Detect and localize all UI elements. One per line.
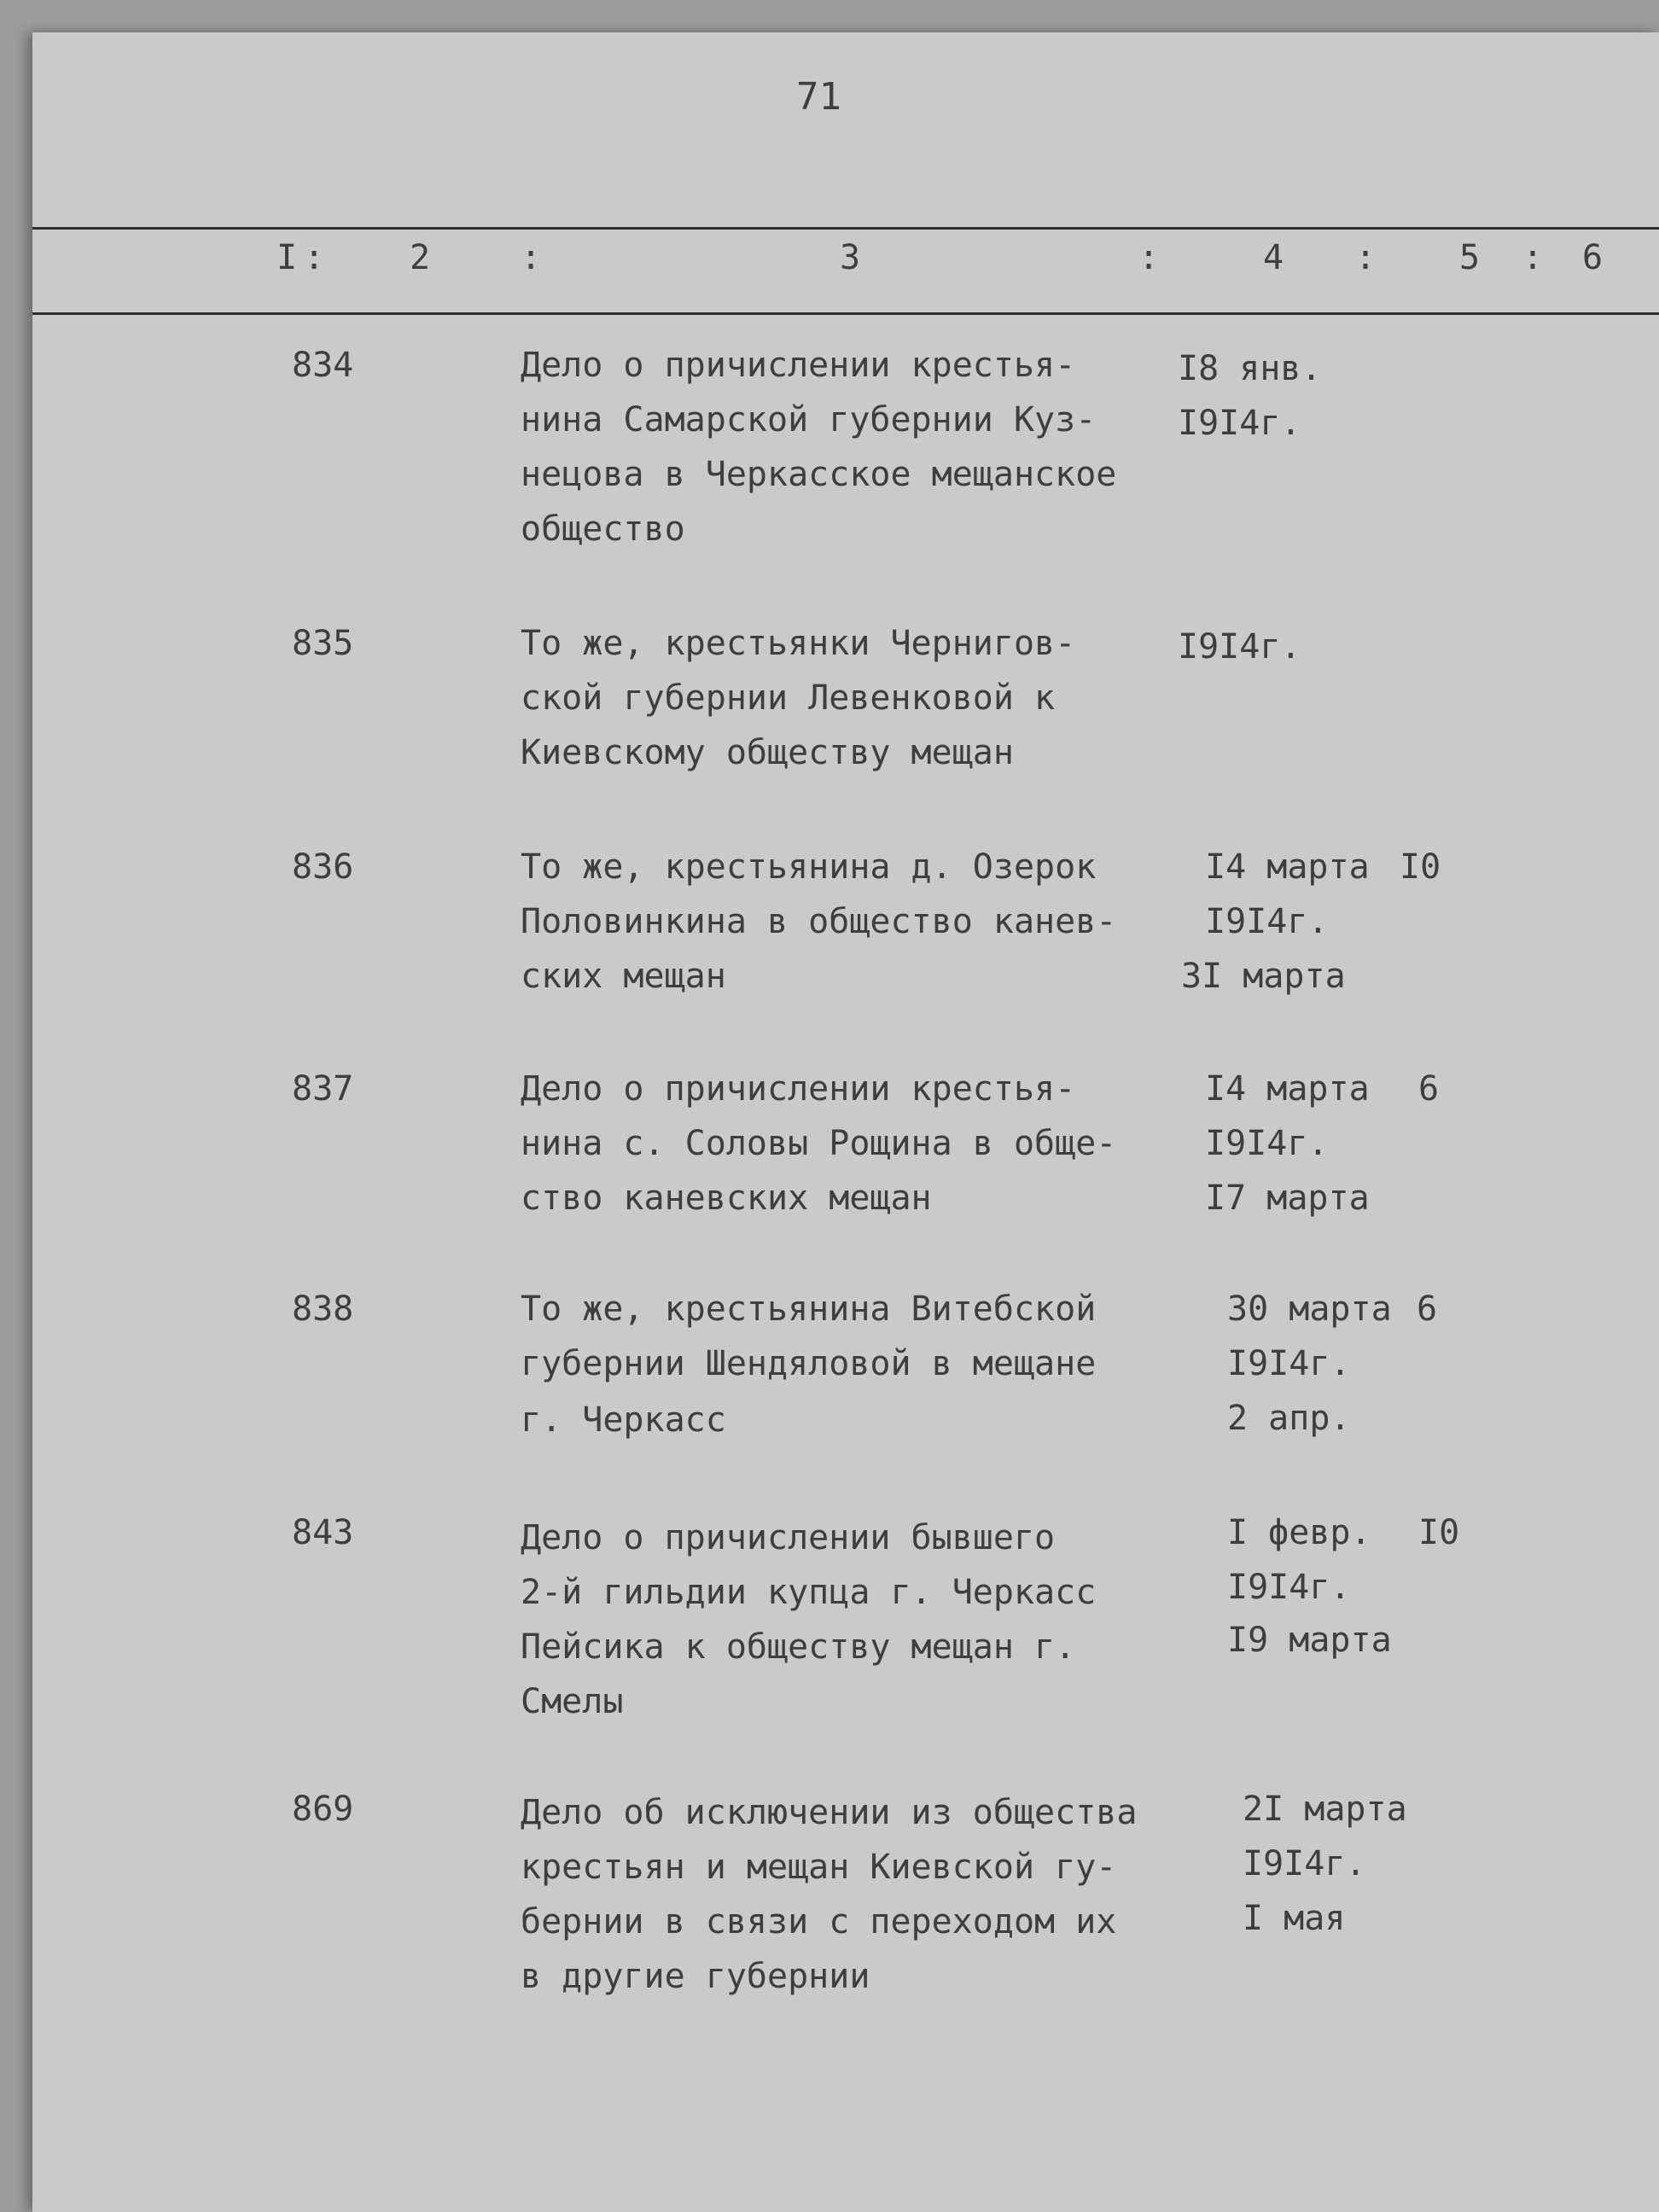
entry-date-line: I4 марта <box>1205 1069 1370 1109</box>
entry-title-line: бернии в связи с переходом их <box>521 1902 1117 1941</box>
entry-title-line: ской губернии Левенковой к <box>521 678 1056 718</box>
entry-date-line: I9I4г. <box>1227 1568 1351 1607</box>
entry-number: 837 <box>292 1069 354 1109</box>
header-bottom-rule <box>32 312 1659 315</box>
entry-date-line: I мая <box>1243 1899 1346 1938</box>
entry-title-line: ство каневских мещан <box>521 1179 932 1218</box>
entry-title-line: нина с. Соловы Рощина в обще- <box>521 1124 1117 1163</box>
column-separator: : <box>1138 238 1160 277</box>
entry-date-line: 30 марта <box>1227 1289 1392 1329</box>
entry-title-line: То же, крестьянки Чернигов- <box>521 624 1076 663</box>
entry-sheet-count: 6 <box>1418 1069 1440 1109</box>
entry-sheet-count: 6 <box>1417 1289 1438 1329</box>
entry-title-line: Смелы <box>521 1682 624 1721</box>
entry-date-line: 2I марта <box>1243 1790 1407 1829</box>
entry-number: 835 <box>292 624 354 663</box>
entry-number: 838 <box>292 1289 354 1329</box>
entry-date-line: I9I4г. <box>1178 404 1301 443</box>
entry-date-line: I февр. <box>1227 1513 1371 1552</box>
column-separator: : <box>1522 238 1544 277</box>
entry-title-line: нецова в Черкасское мещанское <box>521 455 1117 494</box>
entry-title-line: Половинкина в общество канев- <box>521 902 1117 941</box>
entry-date-line: I4 марта <box>1205 847 1370 887</box>
entry-sheet-count: I0 <box>1400 847 1441 887</box>
column-header-5: 5 <box>1459 238 1481 277</box>
entry-title-line: То же, крестьянина д. Озерок <box>521 847 1097 887</box>
entry-sheet-count: I0 <box>1418 1513 1460 1552</box>
entry-title-line: в другие губернии <box>521 1957 870 1996</box>
entry-title-line: Дело о причислении крестья- <box>521 346 1076 385</box>
entry-title-line: Киевскому обществу мещан <box>521 733 1014 772</box>
entry-title-line: Дело о причислении крестья- <box>521 1069 1076 1109</box>
entry-number: 836 <box>292 847 354 887</box>
entry-title-line: г. Черкасс <box>521 1400 726 1440</box>
entry-date-line: I9I4г. <box>1178 627 1301 667</box>
column-header-3: 3 <box>840 238 861 277</box>
entry-title-line: общество <box>521 509 685 549</box>
entry-date-line: 3I марта <box>1181 957 1346 996</box>
entry-date-line: I9I4г. <box>1205 902 1329 941</box>
column-separator: : <box>304 238 325 277</box>
page-number: 71 <box>796 75 841 119</box>
entry-date-line: I8 янв. <box>1178 349 1322 388</box>
entry-title-line: губернии Шендяловой в мещане <box>521 1344 1097 1383</box>
entry-date-line: I9 марта <box>1227 1621 1392 1660</box>
column-header-6: 6 <box>1582 238 1604 277</box>
entry-title-line: крестьян и мещан Киевской гу- <box>521 1848 1117 1887</box>
entry-number: 869 <box>292 1790 354 1829</box>
entry-title-line: нина Самарской губернии Куз- <box>521 400 1097 439</box>
entry-date-line: 2 апр. <box>1227 1399 1351 1438</box>
entry-title-line: Дело о причислении бывшего <box>521 1518 1056 1557</box>
column-header-1: I <box>276 238 298 277</box>
column-separator: : <box>1355 238 1377 277</box>
header-top-rule <box>32 227 1659 230</box>
column-separator: : <box>521 238 542 277</box>
entry-number: 843 <box>292 1513 354 1552</box>
entry-number: 834 <box>292 346 354 385</box>
entry-date-line: I9I4г. <box>1227 1344 1351 1383</box>
entry-title-line: Пейсика к обществу мещан г. <box>521 1627 1076 1667</box>
archive-page <box>32 32 1659 2212</box>
column-header-2: 2 <box>410 238 431 277</box>
column-header-4: 4 <box>1263 238 1284 277</box>
entry-title-line: Дело об исключении из общества <box>521 1793 1138 1832</box>
entry-title-line: ских мещан <box>521 957 726 996</box>
entry-date-line: I9I4г. <box>1243 1844 1366 1883</box>
entry-date-line: I9I4г. <box>1205 1124 1329 1163</box>
entry-title-line: 2-й гильдии купца г. Черкасс <box>521 1573 1097 1612</box>
entry-date-line: I7 марта <box>1205 1179 1370 1218</box>
entry-title-line: То же, крестьянина Витебской <box>521 1289 1097 1329</box>
